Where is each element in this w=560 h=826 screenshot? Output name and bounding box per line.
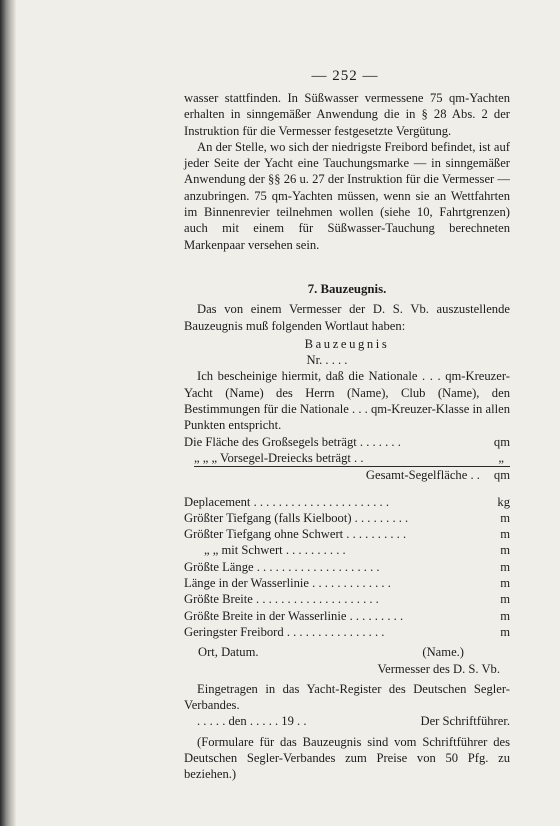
section-intro: Das von einem Vermesser der D. S. Vb. auszustellende Bauzeugnis muß folgenden Wortlaut haben: <box>184 302 510 333</box>
measure-row-unit: kg <box>497 494 510 509</box>
section-heading: 7. Bauzeugnis. <box>307 281 387 296</box>
sail-row-label: Gesamt-Segelfläche . . <box>365 468 480 483</box>
measure-row-unit: m <box>500 527 510 542</box>
page-body <box>184 90 510 783</box>
measure-row <box>184 494 510 510</box>
measure-row <box>184 542 510 558</box>
signature-row <box>184 644 510 660</box>
measure-row-label: Größte Breite in der Wasserlinie . . . . . . . . . <box>184 608 404 623</box>
measure-row <box>184 526 510 542</box>
measure-row <box>184 591 510 607</box>
surveyor-title: Vermesser des D. S. Vb. <box>377 661 500 676</box>
place-date-label: Ort, Datum. <box>198 645 259 660</box>
measure-row <box>184 624 510 640</box>
measure-row-unit: m <box>500 592 510 607</box>
measure-row-label: Länge in der Wasserlinie . . . . . . . . . . . . . <box>184 576 391 591</box>
measure-row <box>184 575 510 591</box>
measure-row <box>184 559 510 575</box>
registry-date-row <box>184 713 510 729</box>
form-number-line: Nr. . . . . <box>306 353 348 368</box>
paragraph-tauchungsmarke: An der Stelle, wo sich der niedrigste Freibord befindet, ist auf jeder Seite der Yacht eine Tauchungsmarke — in sinngemäßer Anwendung der §§ 26 u. 27 der Instruktion für die Vermesser — anzubringen. 75 qm-Yachten müssen, wenn sie an Wettfahrten im Binnenrevier teilnehmen wollen (siehe 10, Fahrtgrenzen) auch mit einem für Süßwasser-Tauchung berechneten Markenpaar versehen sein. <box>184 139 510 252</box>
registry-secretary: Der Schriftführer. <box>420 714 510 729</box>
measure-row <box>184 608 510 624</box>
measure-row-label: Größte Breite . . . . . . . . . . . . . . . . . . . . <box>184 592 379 607</box>
page-number: — 252 — <box>311 68 379 84</box>
measure-row-label: Größter Tiefgang (falls Kielboot) . . . . . . . . . <box>184 510 409 525</box>
measure-row-unit: m <box>500 624 510 639</box>
measure-row-unit: m <box>500 608 510 623</box>
measurement-block <box>184 494 510 641</box>
sail-row-unit: qm <box>493 434 510 449</box>
sail-row-total <box>184 467 510 483</box>
form-certification: Ich bescheinige hiermit, daß die Nationale . . . qm-Kreuzer-Yacht (Name) des Herrn (Name), Club (Name), den Bestimmungen für die Nationale . . . qm-Kreuzer-Klasse in allen Punkten entspricht. <box>184 369 510 433</box>
sail-row-label: „ „ „ Vorsegel-Dreiecks beträgt . . <box>194 450 364 465</box>
measure-row-label: Größte Länge . . . . . . . . . . . . . . . . . . . . <box>184 559 380 574</box>
sail-area-block <box>184 434 510 484</box>
sail-row-mainsail <box>184 434 510 450</box>
measure-row-label: Geringster Freibord . . . . . . . . . . . . . . . . <box>184 624 385 639</box>
form-title: Bauzeugnis <box>304 336 390 351</box>
measure-row-unit: m <box>500 559 510 574</box>
form-note: (Formulare für das Bauzeugnis sind vom Schriftführer des Deutschen Segler-Verbandes zum Preise von 50 Pfg. zu beziehen.) <box>184 734 510 782</box>
book-binding-shadow <box>0 0 16 826</box>
measure-row-label: „ „ mit Schwert . . . . . . . . . . <box>204 543 346 558</box>
registry-date-line: . . . . . den . . . . . 19 . . <box>197 714 307 729</box>
sail-row-label: Die Fläche des Großsegels beträgt . . . . . . . <box>184 434 401 449</box>
measure-row-unit: m <box>500 510 510 525</box>
measure-row-label: Größter Tiefgang ohne Schwert . . . . . . . . . . <box>184 527 407 542</box>
measure-row-unit: m <box>500 543 510 558</box>
registry-text: Eingetragen in das Yacht-Register des Deutschen Segler-Verbandes. <box>184 681 510 713</box>
paragraph-continuation: wasser stattfinden. In Süßwasser vermessene 75 qm-Yachten erhalten in sinngemäßer Anwendung die in § 28 Abs. 2 der Instruktion für die Vermesser festgesetzte Vergütung. <box>184 91 510 138</box>
measure-row-unit: m <box>500 576 510 591</box>
surveyor-name: (Name.) <box>422 645 464 660</box>
sail-row-foresail <box>194 450 510 467</box>
measure-row-label: Deplacement . . . . . . . . . . . . . . . . . . . . . . <box>184 494 389 509</box>
measure-row <box>184 510 510 526</box>
sail-row-unit: qm <box>493 468 510 483</box>
sail-row-unit: „ <box>498 450 504 465</box>
